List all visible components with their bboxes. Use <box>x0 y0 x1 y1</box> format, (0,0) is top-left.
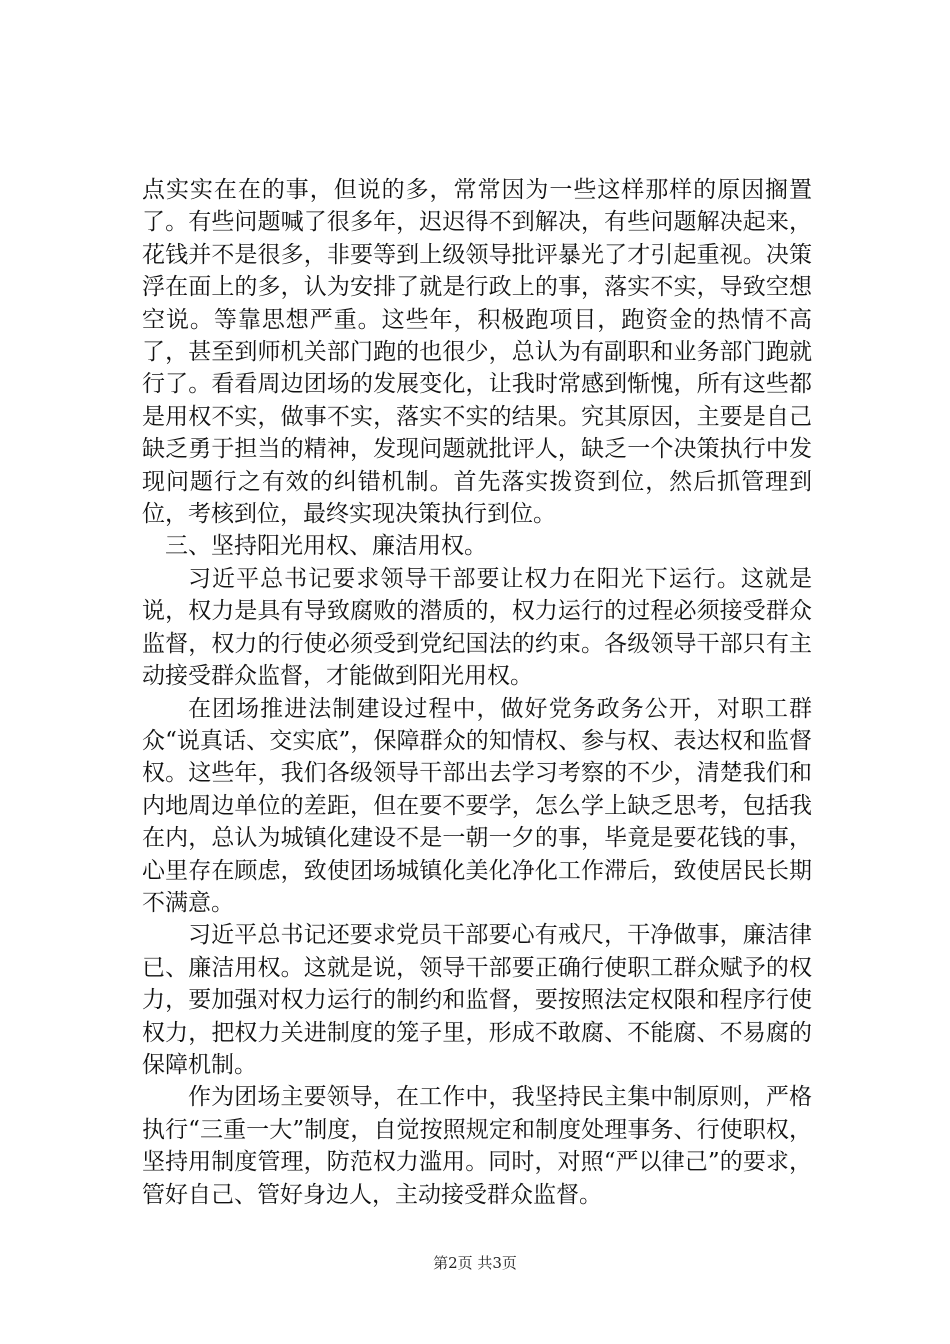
paragraph: 作为团场主要领导，在工作中，我坚持民主集中制原则，严格执行“三重一大”制度，自觉按照规定和制度处理事务、行使职权，坚持用制度管理，防范权力滥用。同时，对照“严以律己”的要求，管好自己、管好身边人，主动接受群众监督。 <box>142 1084 812 1208</box>
paragraph: 在团场推进法制建设过程中，做好党务政务公开，对职工群众“说真话、交实底”，保障群众的知情权、参与权、表达权和监督权。这些年，我们各级领导干部出去学习考察的不少，清楚我们和内地周边单位的差距，但在要不要学，怎么学上缺乏思考，包括我在内，总认为城镇化建设不是一朝一夕的事，毕竟是要花钱的事，心里存在顾虑，致使团场城镇化美化净化工作滞后，致使居民长期不满意。 <box>142 695 812 916</box>
section-heading: 三、坚持阳光用权、廉洁用权。 <box>165 533 487 560</box>
document-body <box>142 174 812 1211</box>
page-number-footer: 第2页 共3页 <box>433 1254 517 1272</box>
paragraph-continuation: 点实实在在的事，但说的多，常常因为一些这样那样的原因搁置了。有些问题喊了很多年，迟迟得不到解决，有些问题解决起来，花钱并不是很多，非要等到上级领导批评暴光了才引起重视。决策浮在面上的多，认为安排了就是行政上的事，落实不实，导致空想空说。等靠思想严重。这些年，积极跑项目，跑资金的热情不高了，甚至到师机关部门跑的也很少，总认为有副职和业务部门跑就行了。看看周边团场的发展变化，让我时常感到惭愧，所有这些都是用权不实，做事不实，落实不实的结果。究其原因，主要是自己缺乏勇于担当的精神，发现问题就批评人，缺乏一个决策执行中发现问题行之有效的纠错机制。首先落实拨资到位，然后抓管理到位，考核到位，最终实现决策执行到位。 <box>142 177 812 528</box>
paragraph: 习近平总书记要求领导干部要让权力在阳光下运行。这就是说，权力是具有导致腐败的潜质的，权力运行的过程必须接受群众监督，权力的行使必须受到党纪国法的约束。各级领导干部只有主动接受群众监督，才能做到阳光用权。 <box>142 565 812 690</box>
paragraph: 习近平总书记还要求党员干部要心有戒尺，干净做事，廉洁律已、廉洁用权。这就是说，领导干部要正确行使职工群众赋予的权力，要加强对权力运行的制约和监督，要按照法定权限和程序行使权力，把权力关进制度的笼子里，形成不敢腐、不能腐、不易腐的保障机制。 <box>142 922 812 1078</box>
